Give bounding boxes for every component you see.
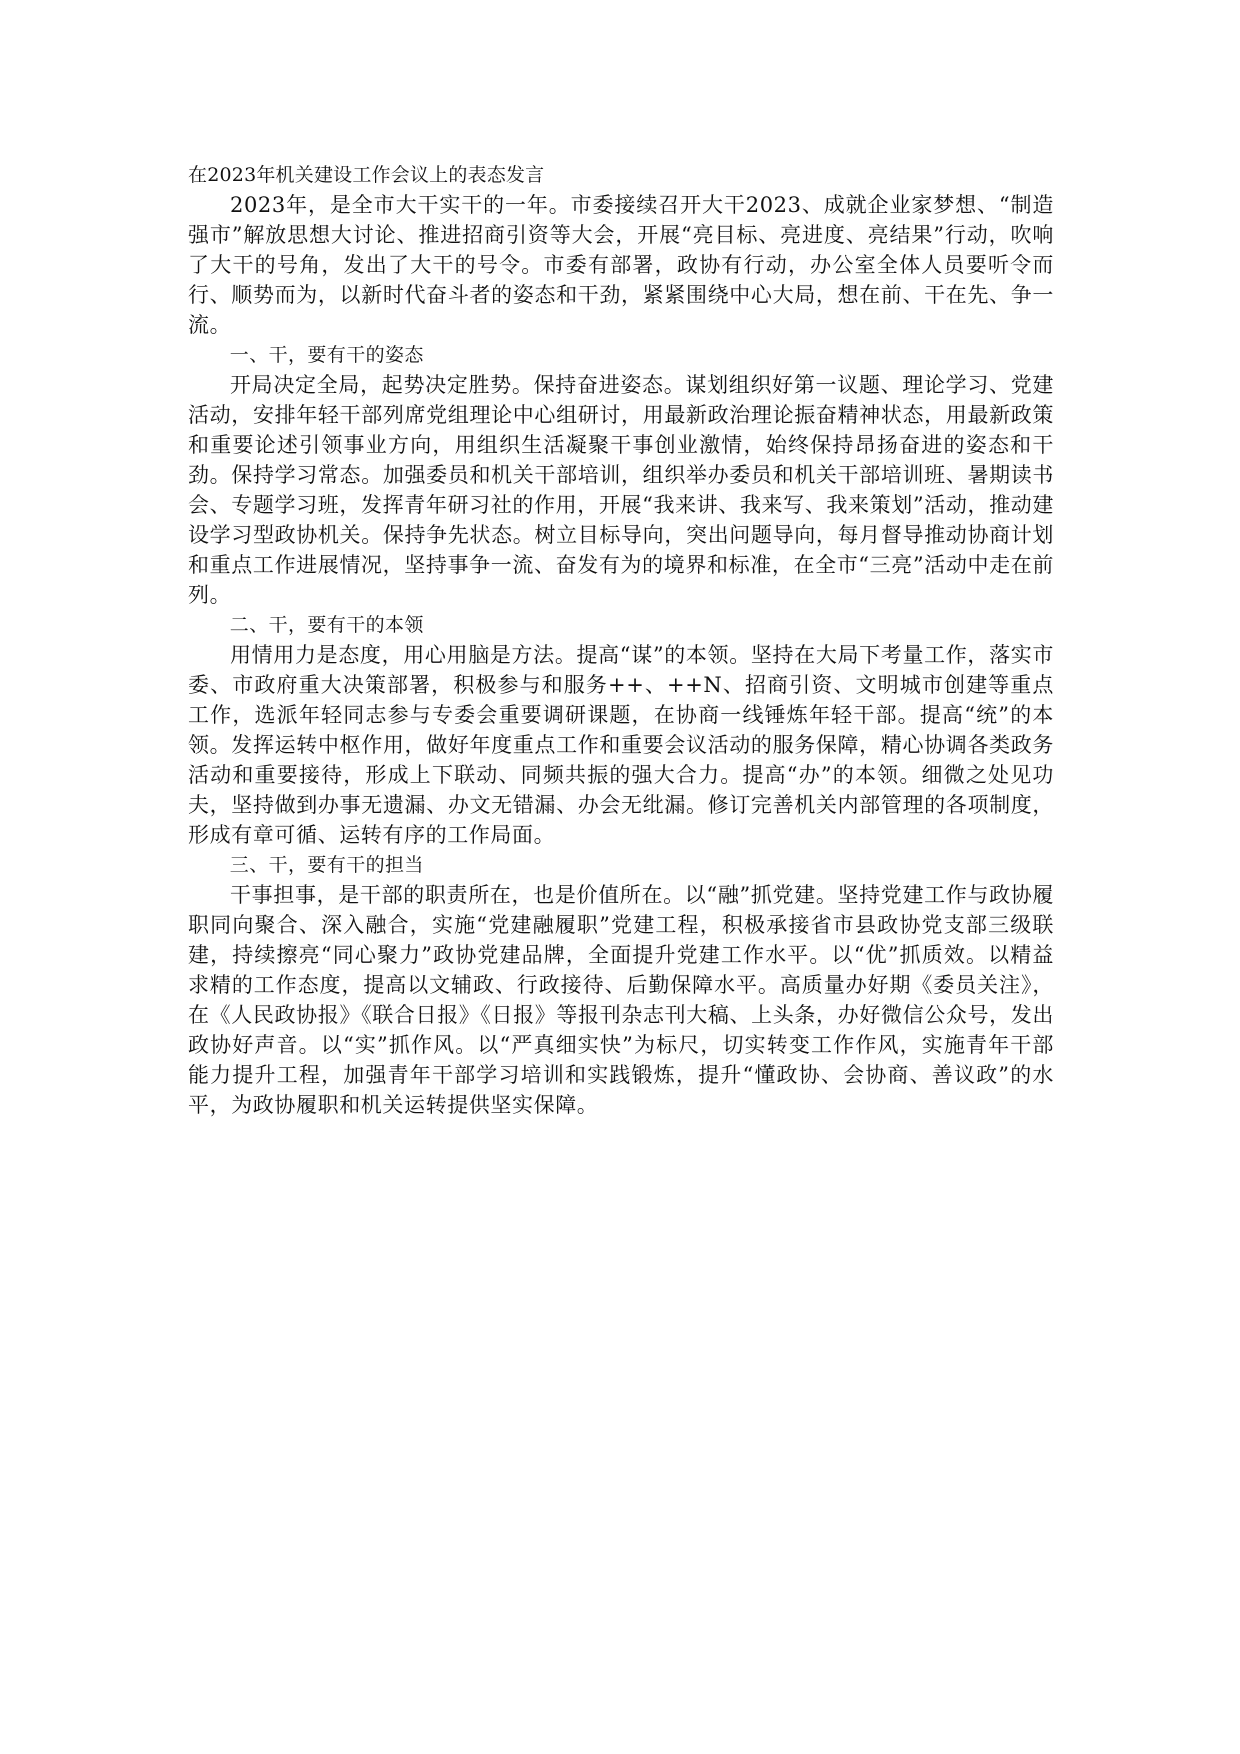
section-heading-3: 三、干，要有干的担当 — [229, 854, 424, 876]
section-heading-2: 二、干，要有干的本领 — [229, 614, 424, 636]
document-page — [188, 160, 1054, 1120]
intro-paragraph: 2023年，是全市大干实干的一年。市委接续召开大干2023、成就企业家梦想、“制造强市”解放思想大讨论、推进招商引资等大会，开展“亮目标、亮进度、亮结果”行动，吹响了大干的号角，发出了大干的号令。市委有部署，政协有行动，办公室全体人员要听令而行、顺势而为，以新时代奋斗者的姿态和干劲，紧紧围绕中心大局，想在前、干在先、争一流。 — [188, 193, 1054, 337]
section-body-1: 开局决定全局，起势决定胜势。保持奋进姿态。谋划组织好第一议题、理论学习、党建活动，安排年轻干部列席党组理论中心组研讨，用最新政治理论振奋精神状态，用最新政策和重要论述引领事业方向，用组织生活凝聚干事创业激情，始终保持昂扬奋进的姿态和干劲。保持学习常态。加强委员和机关干部培训，组织举办委员和机关干部培训班、暑期读书会、专题学习班，发挥青年研习社的作用，开展“我来讲、我来写、我来策划”活动，推动建设学习型政协机关。保持争先状态。树立目标导向，突出问题导向，每月督导推动协商计划和重点工作进展情况，坚持事争一流、奋发有为的境界和标准，在全市“三亮”活动中走在前列。 — [188, 373, 1054, 607]
section-body-3: 干事担事，是干部的职责所在，也是价值所在。以“融”抓党建。坚持党建工作与政协履职同向聚合、深入融合，实施“党建融履职”党建工程，积极承接省市县政协党支部三级联建，持续擦亮“同心聚力”政协党建品牌，全面提升党建工作水平。以“优”抓质效。以精益求精的工作态度，提高以文辅政、行政接待、后勤保障水平。高质量办好期《委员关注》，在《人民政协报》《联合日报》《日报》等报刊杂志刊大稿、上头条，办好微信公众号，发出政协好声音。以“实”抓作风。以“严真细实快”为标尺，切实转变工作作风，实施青年干部能力提升工程，加强青年干部学习培训和实践锻炼，提升“懂政协、会协商、善议政”的水平，为政协履职和机关运转提供坚实保障。 — [188, 883, 1054, 1117]
document-title: 在2023年机关建设工作会议上的表态发言 — [188, 164, 545, 186]
section-heading-1: 一、干，要有干的姿态 — [229, 344, 424, 366]
section-body-2: 用情用力是态度，用心用脑是方法。提高“谋”的本领。坚持在大局下考量工作，落实市委、市政府重大决策部署，积极参与和服务++、++N、招商引资、文明城市创建等重点工作，选派年轻同志参与专委会重要调研课题，在协商一线锤炼年轻干部。提高“统”的本领。发挥运转中枢作用，做好年度重点工作和重要会议活动的服务保障，精心协调各类政务活动和重要接待，形成上下联动、同频共振的强大合力。提高“办”的本领。细微之处见功夫，坚持做到办事无遗漏、办文无错漏、办会无纰漏。修订完善机关内部管理的各项制度，形成有章可循、运转有序的工作局面。 — [188, 643, 1054, 847]
